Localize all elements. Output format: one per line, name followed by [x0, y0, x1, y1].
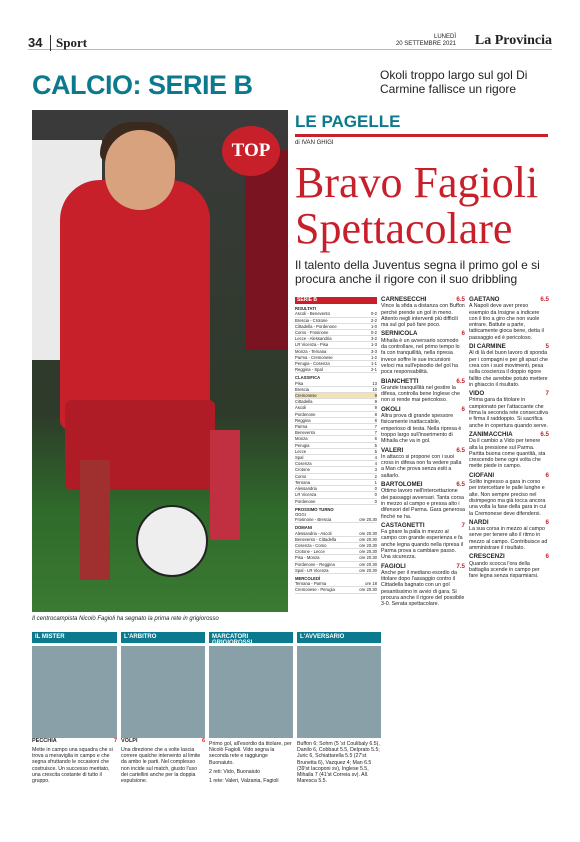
table-row: Ternana - Parma ore 18 [295, 581, 377, 587]
page-subtitle: Okoli troppo largo sul gol Di Carmine fallisce un rigore [380, 68, 528, 96]
page-number: 34 [28, 35, 43, 50]
table-row: Spal - LR Vicenza ore 20.30 [295, 567, 377, 573]
player-score: 5 [545, 343, 549, 351]
player-name: VALERI [381, 446, 404, 454]
table-row: Ascoli 9 [295, 405, 377, 411]
info-box [32, 632, 117, 832]
player-vote [381, 482, 465, 520]
table-row: Brescia - Crotone 2-2 [295, 317, 377, 323]
table-row: Alessandria - Ascoli ore 20.30 [295, 530, 377, 536]
table-row: Benevento - Cittadella ore 20.30 [295, 536, 377, 542]
main-photo [32, 110, 288, 612]
player-name: VIDO [469, 390, 485, 398]
box-text: Primo gol, all'esordio da titolare, per Nicolò Fagioli. Vido segna la seconda rete e raggiunge Buonaiuto. [209, 741, 292, 766]
player-score: 7 [545, 390, 549, 398]
player-name: BIANCHETTI [381, 377, 419, 385]
vote-text: Al di là del buon lavoro di sponda per i compagni e per gli spazi che crea con i suoi movimenti, pesa sulla coscienza il doppio rigore fallito che avrebbe potuto mettere in ghiaccio il risultato. [469, 350, 548, 388]
results-label: RISULTATI [295, 306, 316, 312]
lead: Il talento della Juventus segna il primo gol e si procura anche il rigore con il suo dribbling [295, 258, 540, 286]
box-photo [297, 646, 381, 738]
table-row: LR Vicenza 0 [295, 492, 377, 498]
player-name: CARNESECCHI [381, 296, 427, 303]
player-name: CASTAGNETTI [381, 521, 425, 529]
player-leg [80, 460, 110, 580]
box-name: VOLPI 6 [121, 738, 205, 744]
table-row: Parma - Cremonese 1-2 [295, 354, 377, 360]
table-label: SERIE B [295, 297, 377, 304]
player-vote [381, 297, 465, 328]
table-row: Monza 6 [295, 436, 377, 442]
table-row: Crotone 3 [295, 467, 377, 473]
table-row: Cosenza - Como ore 20.30 [295, 542, 377, 548]
vote-text: Vince la sfida a distanza con Buffon perché prende un gol in meno. Attento negli interventi più difficili ma sul gol può fare poco. [381, 303, 465, 329]
table-row: Cittadella - Pordenone 1-0 [295, 323, 377, 329]
player-figure [60, 180, 210, 430]
vote-text: In attacco si propone con i suoi cross in difesa non fa vedere palla a Man che prova senza esiti a saltarlo. [381, 453, 462, 479]
vote-text: Grande tranquillità nel gestire la difesa, controlla bene Inglese che non si rende mai pericoloso. [381, 384, 460, 404]
table-row: LR Vicenza - Pisa 1-3 [295, 342, 377, 348]
player-vote [469, 344, 549, 388]
box-heading: MARCATORI GRIGIOROSSI [209, 632, 293, 643]
player-name: NARDI [469, 518, 489, 526]
table-row: Cosenza 4 [295, 461, 377, 467]
table-row: Ascoli - Benevento 0-2 [295, 311, 377, 317]
box-heading: IL MISTER [32, 632, 117, 643]
box-extra: 2 reti: Vido, Buonaiuto [209, 768, 260, 775]
player-vote [381, 448, 465, 479]
vote-text: Ottimo lavoro nell'intercettazione dei passaggi avversari. Tanta corsa in mezzo al campo e pressa alto i difensori del Parma. Gara generosa finché ne ha. [381, 488, 465, 520]
box-photo [121, 646, 205, 738]
player-name: FAGIOLI [381, 562, 406, 570]
vote-text: La sua corsa in mezzo al campo serve per tenere alto il ritmo in mezzo al campo. Contribuisce ad amministrare il risultato. [469, 526, 548, 551]
table-row: Brescia 10 [295, 386, 377, 392]
headline: Bravo Fagioli Spettacolare [295, 158, 539, 253]
table-row: Pordenone 0 [295, 498, 377, 504]
player-score: 6.5 [456, 296, 465, 303]
table-row: Pordenone 8 [295, 411, 377, 417]
table-row: Monza - Ternana 3-3 [295, 348, 377, 354]
table-row: Como 2 [295, 473, 377, 479]
top-badge: TOP [222, 126, 280, 176]
player-vote [381, 564, 465, 608]
newspaper-logo: La Provincia [474, 33, 552, 48]
player-score: 6.5 [456, 446, 465, 454]
vote-text: Fa girare la palla in mezzo al campo con grande esperienza e fa anche legna quando nella ripresa il Parma prova a cambiare passo. Una sicurezza. [381, 529, 464, 561]
player-vote [469, 473, 549, 517]
box-text: Mette in campo una squadra che si trova a meraviglia in campo e che segna sfruttando le occasioni che costruisce. Un successo meritato, una crescita costante di tutto il gruppo. [32, 747, 113, 785]
vote-text: Da il cambio a Vido per tenere alta la pressione sul Parma. Partita buona come quantità, sta crescendo bene ogni volta che mette piede in campo. [469, 438, 546, 470]
section-heading: LE PAGELLE [295, 112, 401, 131]
box-heading: L'AVVERSARIO [297, 632, 381, 643]
player-score: 6 [461, 405, 465, 413]
table-row: Perugia 5 [295, 442, 377, 448]
vote-text: A Napoli deve aver preso esempio da Insigne a indicere con il tiro a giro che non vuole entrare. Battute a parte, tatticamente gioca bene, detta il passaggio ed è pericoloso. [469, 303, 544, 341]
table-row: Cremonese - Perugia ore 20.30 [295, 587, 377, 593]
player-vote [469, 520, 549, 551]
player-head [105, 130, 175, 210]
table-row: Pisa - Monza ore 20.30 [295, 555, 377, 561]
page-header [28, 34, 552, 50]
section-label: Sport [50, 35, 87, 51]
results-table [295, 297, 377, 594]
info-box [297, 632, 381, 832]
table-row: Spal 4 [295, 455, 377, 461]
player-leg-2 [210, 430, 240, 540]
opponent-figure-2 [245, 150, 288, 350]
date: LUNEDÌ 20 SETTEMBRE 2021 [395, 34, 456, 47]
table-row: Reggina - Spal 2-1 [295, 367, 377, 373]
player-score: 6 [545, 553, 549, 561]
table-row: Reggina 8 [295, 417, 377, 423]
vote-text: Anche per il mediano esordio da titolare dopo l'assaggio contro il Cittadella bagnato con un gol pesantissimo in avvio di gara. Si procura anche il rigore del possibile 3-0. Serata spettacolare. [381, 569, 465, 608]
player-score: 7.5 [456, 562, 465, 570]
box-photo [209, 646, 293, 738]
table-row: Como - Frosinone 0-2 [295, 330, 377, 336]
byline: di IVAN GHIGI [295, 140, 334, 146]
player-vote [469, 297, 549, 341]
player-name: SERNICOLA [381, 330, 418, 338]
tomorrow-label: DOMANI [295, 525, 312, 531]
player-vote [469, 391, 549, 429]
box-photo [32, 646, 117, 738]
player-score: 6.5 [456, 481, 465, 489]
heading-rule [295, 134, 548, 137]
player-score: 6 [545, 471, 549, 479]
vote-text: Quando scocca l'ora della battaglia scende in campo per fare legna senza risparmiarsi. [469, 560, 540, 580]
player-score: 6 [545, 518, 549, 526]
player-score: 7 [461, 521, 465, 529]
player-vote [469, 554, 549, 579]
vote-text: Solito ingresso a gara in corso per intercettare le palle lunghe e alte. Non sempre preciso nel disimpegno ma già tocca ancora una volta la fase della gara in cui la Cremonese deve difendersi. [469, 479, 547, 517]
player-name: CRESCENZI [469, 553, 505, 561]
player-vote [381, 379, 465, 404]
table-row: Benevento 7 [295, 430, 377, 436]
player-score: 6.5 [540, 430, 549, 438]
info-box [121, 632, 205, 832]
player-name: ZANIMACCHIA [469, 430, 513, 438]
votes-column-2 [469, 297, 549, 582]
table-row: Pordenone - Reggina ore 20.30 [295, 561, 377, 567]
player-vote [381, 331, 465, 375]
player-name: CIOFANI [469, 471, 495, 479]
table-row: Crotone - Lecce ore 20.30 [295, 549, 377, 555]
table-row: Perugia - Cosenza 1-1 [295, 361, 377, 367]
table-row: Pisa 13 [295, 380, 377, 386]
table-row: Lecce 5 [295, 448, 377, 454]
table-row: Parma 7 [295, 424, 377, 430]
bottom-boxes [32, 632, 548, 842]
vote-text: Altra prova di grande spessore fisicamente inattaccabile, emperioso di testa. Nella ripresa è troppo largo sull'inserimento di Mihaila che va in gol. [381, 413, 462, 445]
ball-icon [136, 505, 208, 577]
player-vote [469, 432, 549, 470]
info-box [209, 632, 293, 832]
table-row: Frosinone - Brescia ore 20.30 [295, 517, 377, 523]
table-row: Cremonese 9 [295, 393, 377, 399]
vote-text: Prima gara da titolare in campionato per l'attaccante che firma la seconda rete consecutiva e firma il raddoppio. Si sacrifica anche in copertura quando serve. [469, 397, 548, 429]
box-text: Buffon 6; Sohm (5 'st Coulibaly 6.5), Danilo 6, Cobbaut 5.5, Delprato 5.5; Juric 6, Schiattarella 5.5 (27'st Brunetta 6), Vazquez 4; Man 6.5 (39'st Iacoponi sv), Inglese 5.5, Mihaila 7 (41'st Correia sv). All. Maresca 5.5. [297, 741, 380, 785]
table-row: Ternana 1 [295, 479, 377, 485]
votes-column-1 [381, 297, 465, 611]
player-name: GAETANO [469, 296, 500, 303]
standings-label: CLASSIFICA [295, 375, 321, 381]
player-vote [381, 407, 465, 445]
player-score: 6.5 [456, 377, 465, 385]
table-row: Alessandria 0 [295, 486, 377, 492]
player-vote [381, 523, 465, 561]
vote-text: Mihaila è un avversario scomodo da controllare, nel primo tempo lo fa con tranquillità, nella ripresa invece soffre le sue incursioni veloci ma sull'episodio del gol ha poca responsabilità. [381, 337, 460, 376]
wed-label: MERCOLEDÌ [295, 575, 321, 581]
next-label: PROSSIMO TURNO [295, 506, 334, 512]
player-name: BARTOLOMEI [381, 481, 423, 489]
page-title: CALCIO: SERIE B [32, 70, 253, 100]
player-score: 6.5 [540, 296, 549, 303]
player-score: 6 [461, 330, 465, 338]
photo-caption: Il centrocampista Nicolò Fagioli ha segnato la prima rete in grigiorosso [32, 616, 219, 622]
box-name: PECCHIA 7 [32, 738, 117, 744]
table-row: Lecce - Alessandria 3-2 [295, 336, 377, 342]
player-name: DI CARMINE [469, 343, 506, 351]
box-text: Una direzione che a volte lascia correre qualche intervento al limite da ambo le parti. Nel complesso non incide sul match, giusto l'uso dei cartellini anche per la doppia espulsione. [121, 747, 201, 785]
next-day: OGGI [295, 511, 306, 517]
player-name: OKOLI [381, 405, 401, 413]
box-extra: 1 rete: Valeri, Valzania, Fagioli [209, 778, 279, 785]
box-heading: L'ARBITRO [121, 632, 205, 643]
table-row: Cittadella 9 [295, 399, 377, 405]
